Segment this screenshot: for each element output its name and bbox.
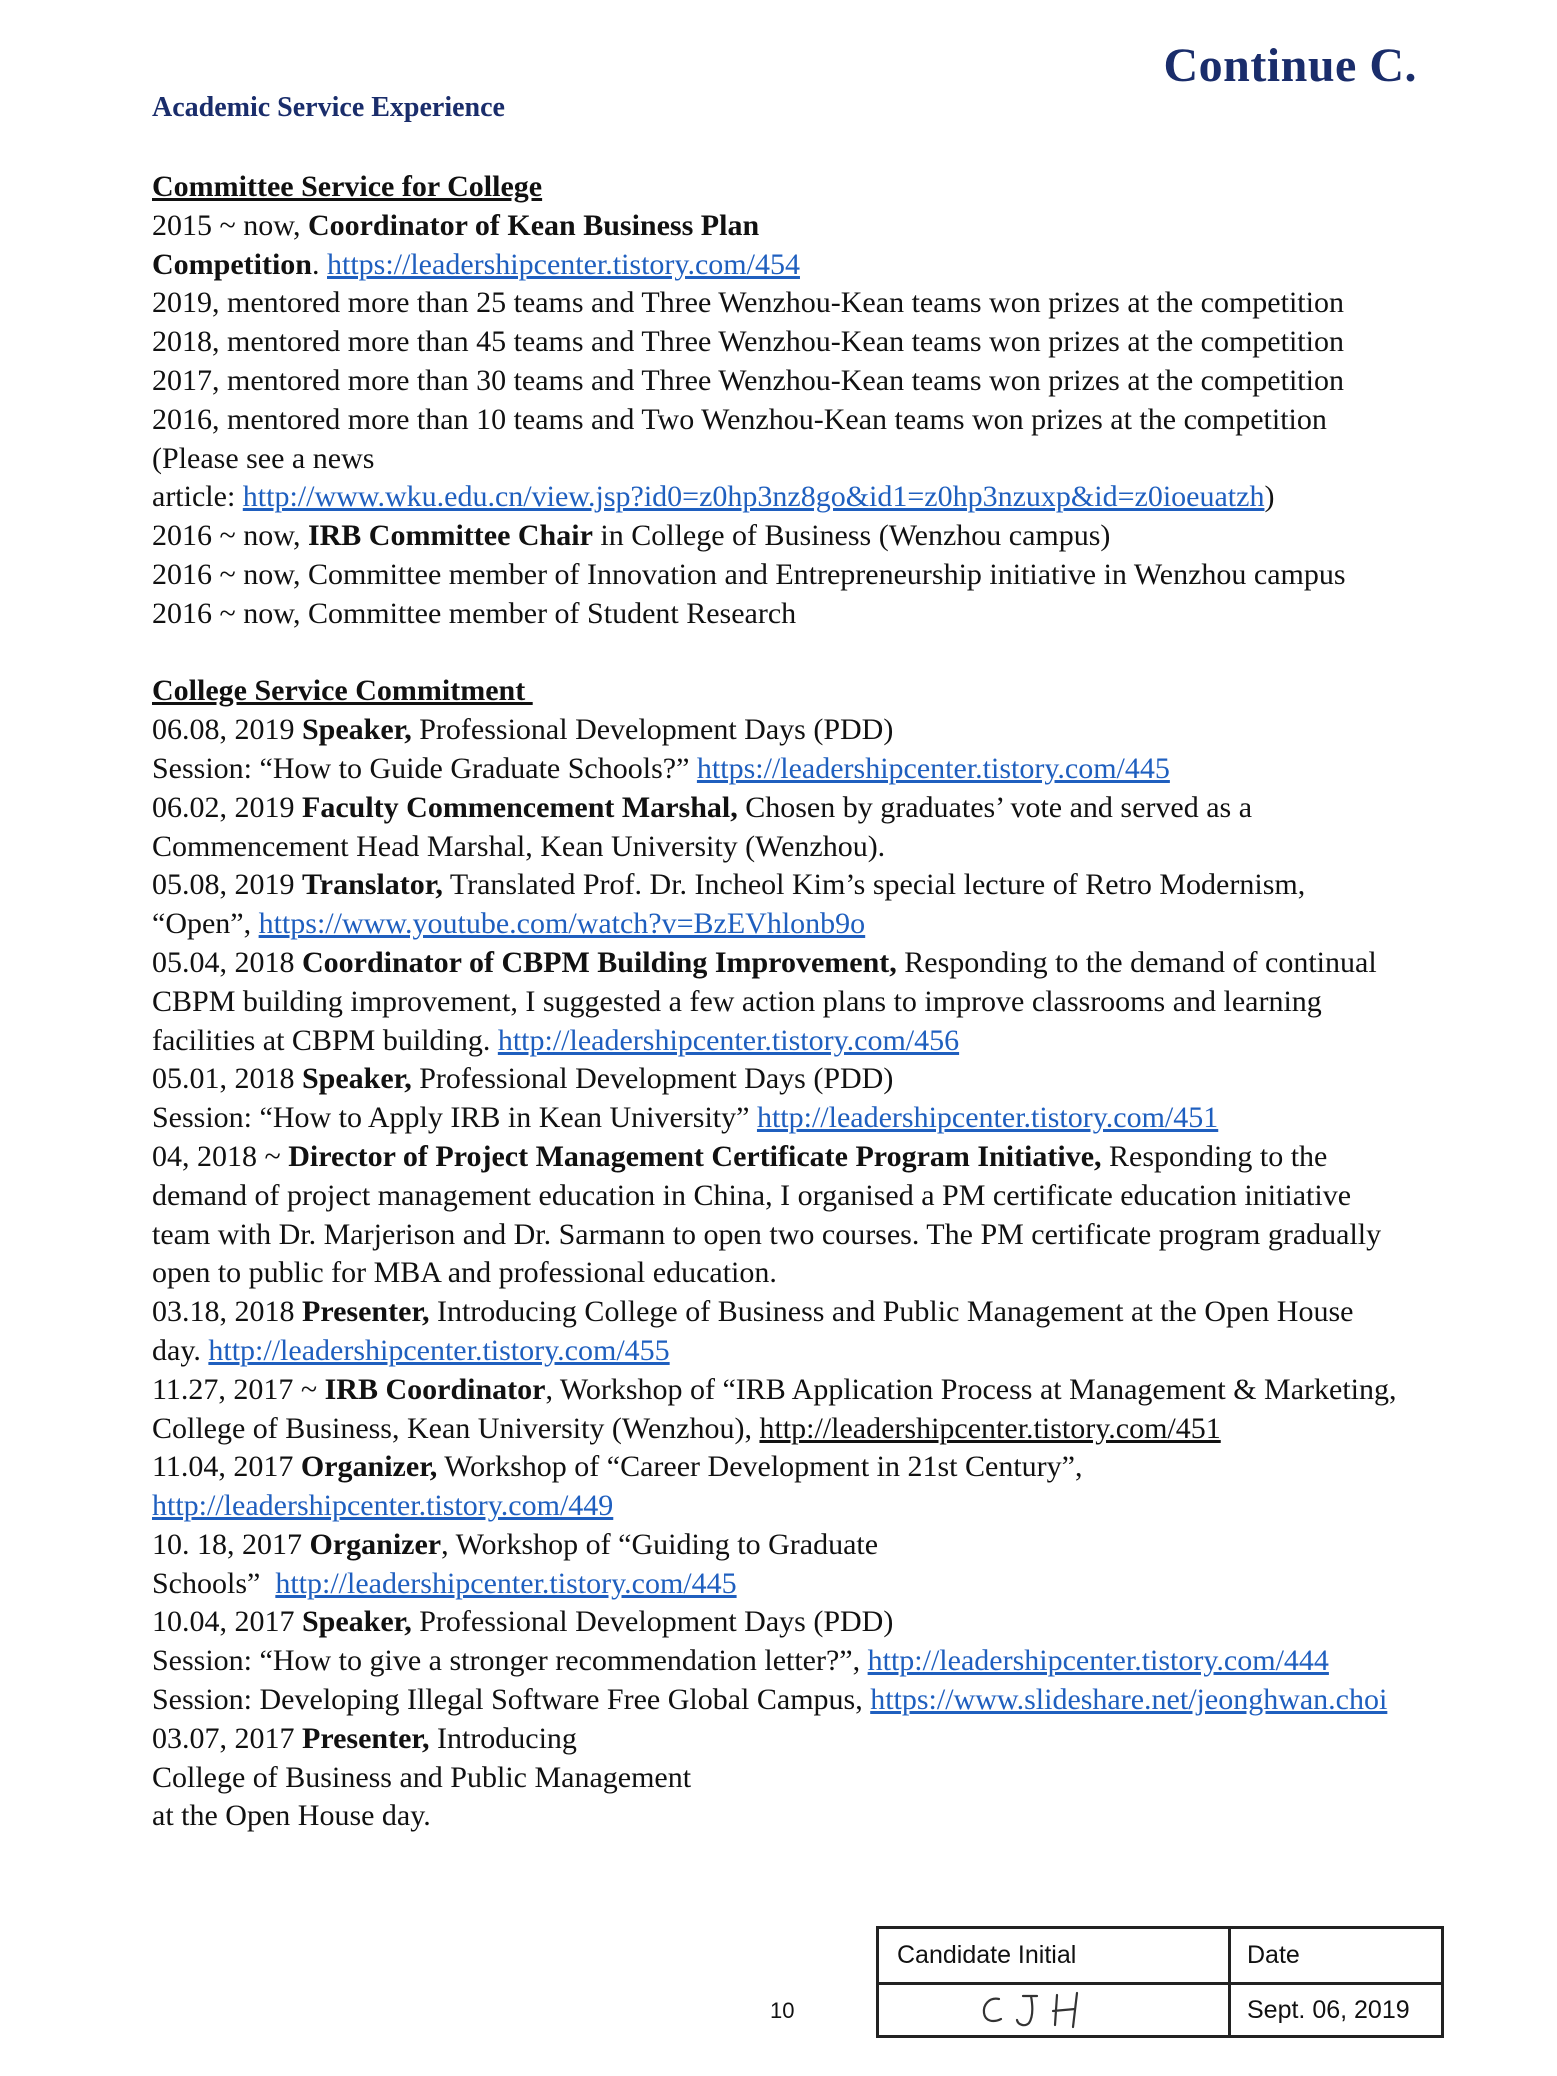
link[interactable]: http://leadershipcenter.tistory.com/449 <box>152 1489 614 1523</box>
committee-line: 2017, mentored more than 30 teams and Three Wenzhou-Kean teams won prizes at the competition <box>152 363 1344 397</box>
college-line: College of Business and Public Management <box>152 1760 692 1794</box>
college-line: College of Business, Kean University (Wenzhou), http://leadershipcenter.tistory.com/451 <box>152 1411 1221 1445</box>
college-line: Commencement Head Marshal, Kean University (Wenzhou). <box>152 829 886 863</box>
college-line: day. http://leadershipcenter.tistory.com/455 <box>152 1333 670 1367</box>
college-line: team with Dr. Marjerison and Dr. Sarmann to open two courses. The PM certificate program gradually <box>152 1217 1382 1251</box>
college-line: 06.08, 2019 Speaker, Professional Development Days (PDD) <box>152 713 894 747</box>
link[interactable]: http://leadershipcenter.tistory.com/445 <box>275 1566 737 1600</box>
committee-line: (Please see a news <box>152 441 375 475</box>
committee-line: 2016, mentored more than 10 teams and Two Wenzhou-Kean teams won prizes at the competition <box>152 402 1327 436</box>
link[interactable]: http://leadershipcenter.tistory.com/455 <box>208 1333 670 1367</box>
link[interactable]: http://leadershipcenter.tistory.com/451 <box>756 1101 1219 1135</box>
candidate-initial-label: Candidate Initial <box>897 1941 1077 1969</box>
date-label: Date <box>1247 1941 1300 1969</box>
college-line: Session: “How to Apply IRB in Kean University” http://leadershipcenter.tistory.com/451 <box>152 1101 1219 1135</box>
college-line: 04, 2018 ~ Director of Project Management Certificate Program Initiative, Responding to the <box>152 1139 1328 1173</box>
college-line: facilities at CBPM building. http://leadershipcenter.tistory.com/456 <box>152 1023 960 1057</box>
committee-line: 2015 ~ now, Coordinator of Kean Business Plan <box>152 208 760 242</box>
college-line: 05.04, 2018 Coordinator of CBPM Building Improvement, Responding to the demand of continual <box>152 945 1377 979</box>
college-line: 03.07, 2017 Presenter, Introducing <box>152 1721 577 1755</box>
handwritten-initials <box>975 1987 1105 2038</box>
college-line: 06.02, 2019 Faculty Commencement Marshal, Chosen by graduates’ vote and served as a <box>152 790 1253 824</box>
college-line: at the Open House day. <box>152 1799 431 1833</box>
college-line <box>152 1487 1492 1526</box>
continue-label: Continue C. <box>1163 39 1417 92</box>
college-line: 10. 18, 2017 Organizer, Workshop of “Guiding to Graduate <box>152 1527 879 1561</box>
link[interactable]: http://leadershipcenter.tistory.com/456 <box>497 1023 960 1057</box>
link[interactable]: https://leadershipcenter.tistory.com/445 <box>696 751 1170 785</box>
committee-line: Competition. https://leadershipcenter.tistory.com/454 <box>152 247 800 281</box>
college-line: 11.27, 2017 ~ IRB Coordinator, Workshop of “IRB Application Process at Management & Marketing, <box>152 1372 1397 1406</box>
college-line: 05.08, 2019 Translator, Translated Prof. Dr. Incheol Kim’s special lecture of Retro Modernism, <box>152 868 1306 902</box>
college-heading: College Service Commitment <box>152 674 533 708</box>
link[interactable]: http://leadershipcenter.tistory.com/444 <box>867 1644 1329 1678</box>
college-line: Session: “How to give a stronger recommendation letter?”, http://leadershipcenter.tistory.com/444 <box>152 1644 1329 1678</box>
link[interactable]: https://www.youtube.com/watch?v=BzEVhlonb9o <box>258 907 866 941</box>
link[interactable]: http://leadershipcenter.tistory.com/451 <box>759 1411 1221 1445</box>
college-line: demand of project management education in China, I organised a PM certificate education initiative <box>152 1178 1352 1212</box>
page-number: 10 <box>770 1998 795 2023</box>
initial-date-box <box>876 1926 1444 2038</box>
initials-signature-icon <box>975 1987 1105 2031</box>
committee-heading: Committee Service for College <box>152 170 543 203</box>
link[interactable]: https://www.slideshare.net/jeonghwan.choi <box>870 1683 1388 1717</box>
college-line: 10.04, 2017 Speaker, Professional Development Days (PDD) <box>152 1605 894 1639</box>
committee-line: 2018, mentored more than 45 teams and Three Wenzhou-Kean teams won prizes at the competition <box>152 325 1344 359</box>
committee-line: article: http://www.wku.edu.cn/view.jsp?id0=z0hp3nz8go&id1=z0hp3nzuxp&id=z0ioeuatzh) <box>152 480 1275 514</box>
college-line: open to public for MBA and professional education. <box>152 1256 777 1290</box>
college-line: 05.01, 2018 Speaker, Professional Development Days (PDD) <box>152 1062 894 1096</box>
link[interactable]: http://www.wku.edu.cn/view.jsp?id0=z0hp3nz8go&id1=z0hp3nzuxp&id=z0ioeuatzh <box>242 480 1265 514</box>
college-line: CBPM building improvement, I suggested a few action plans to improve classrooms and learning <box>152 984 1322 1018</box>
college-line: Session: “How to Guide Graduate Schools?” https://leadershipcenter.tistory.com/445 <box>152 751 1170 785</box>
committee-line: 2016 ~ now, Committee member of Student Research <box>152 596 797 630</box>
college-line: Session: Developing Illegal Software Free Global Campus, https://www.slideshare.net/jeonghwan.choi <box>152 1683 1388 1717</box>
college-line: Schools” http://leadershipcenter.tistory.com/445 <box>152 1566 737 1600</box>
committee-line: 2019, mentored more than 25 teams and Three Wenzhou-Kean teams won prizes at the competition <box>152 286 1344 320</box>
committee-line: 2016 ~ now, Committee member of Innovation and Entrepreneurship initiative in Wenzhou campus <box>152 557 1346 591</box>
committee-line: 2016 ~ now, IRB Committee Chair in College of Business (Wenzhou campus) <box>152 519 1111 553</box>
link[interactable]: https://leadershipcenter.tistory.com/454 <box>327 247 800 281</box>
college-line: “Open”, https://www.youtube.com/watch?v=BzEVhlonb9o <box>152 907 866 941</box>
document-body <box>152 168 1492 1836</box>
date-value: Sept. 06, 2019 <box>1247 1996 1410 2024</box>
section-title: Academic Service Experience <box>152 92 505 123</box>
college-line: 03.18, 2018 Presenter, Introducing College of Business and Public Management at the Open House <box>152 1295 1354 1329</box>
college-line: 11.04, 2017 Organizer, Workshop of “Career Development in 21st Century”, <box>152 1450 1083 1484</box>
